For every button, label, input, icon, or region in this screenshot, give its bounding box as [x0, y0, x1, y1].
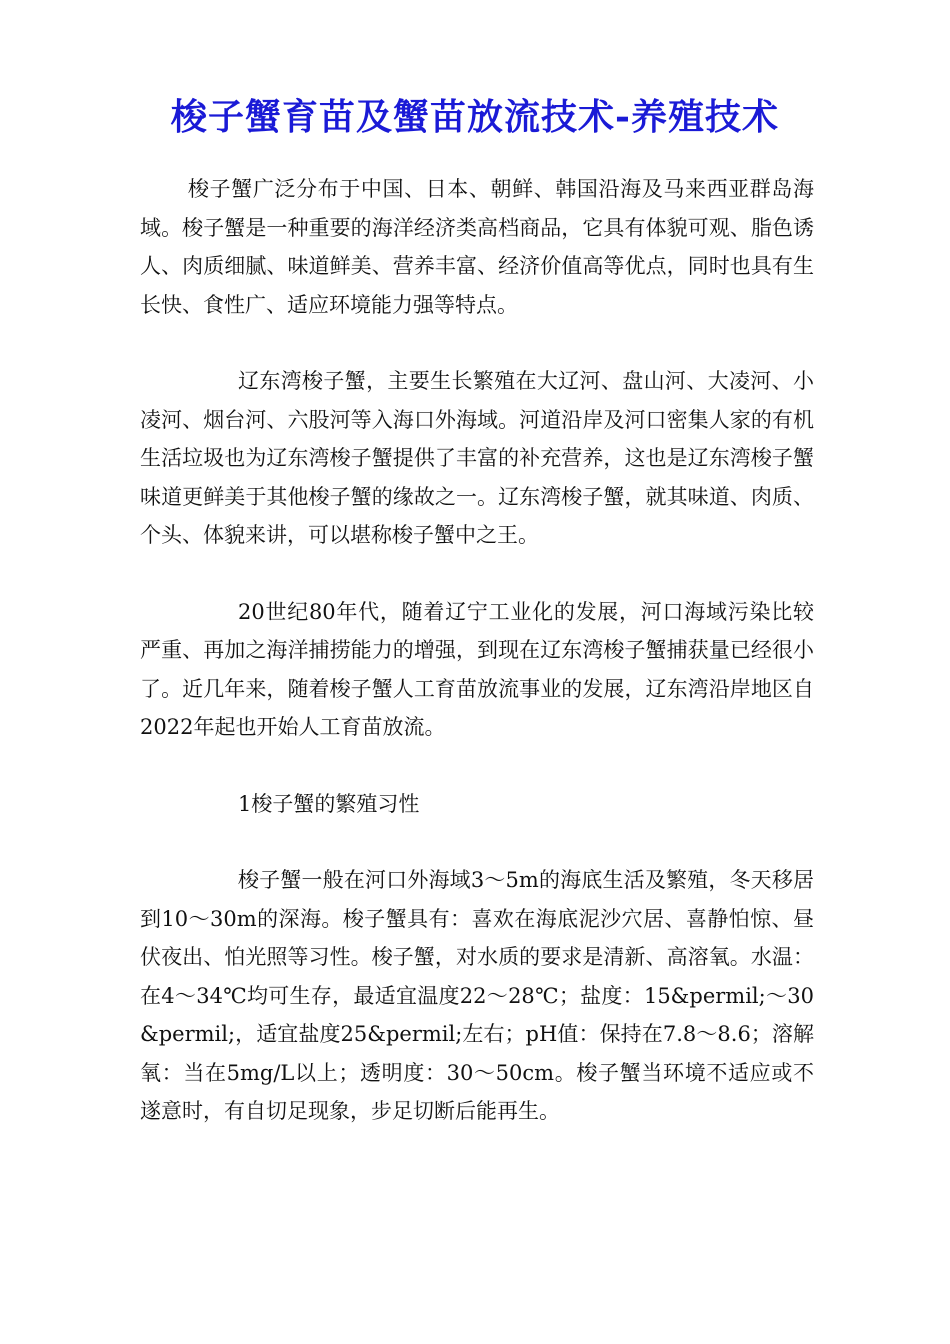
paragraph-history: 20世纪80年代，随着辽宁工业化的发展，河口海域污染比较严重、再加之海洋捕捞能力的增强，到现在辽东湾梭子蟹捕获量已经很小了。近几年来，随着梭子蟹人工育苗放流事业的发展，辽东湾沿岸地区自2022年起也开始人工育苗放流。	[140, 599, 814, 739]
paragraph-intro: 梭子蟹广泛分布于中国、日本、朝鲜、韩国沿海及马来西亚群岛海域。梭子蟹是一种重要的海洋经济类高档商品，它具有体貌可观、脂色诱人、肉质细腻、味道鲜美、营养丰富、经济价值高等优点，同时也具有生长快、食性广、适应环境能力强等特点。	[140, 177, 814, 317]
document-title: 梭子蟹育苗及蟹苗放流技术-养殖技术	[171, 96, 779, 138]
document-body	[140, 170, 814, 1131]
section-heading-breeding-habits: 1梭子蟹的繁殖习性	[238, 791, 420, 816]
paragraph-liaodong-bay: 辽东湾梭子蟹，主要生长繁殖在大辽河、盘山河、大凌河、小凌河、烟台河、六股河等入海口外海域。河道沿岸及河口密集人家的有机生活垃圾也为辽东湾梭子蟹提供了丰富的补充营养，这也是辽东湾梭子蟹味道更鲜美于其他梭子蟹的缘故之一。辽东湾梭子蟹，就其味道、肉质、个头、体貌来讲，可以堪称梭子蟹中之王。	[140, 369, 814, 547]
paragraph-breeding-habits: 梭子蟹一般在河口外海域3～5m的海底生活及繁殖，冬天移居到10～30m的深海。梭子蟹具有：喜欢在海底泥沙穴居、喜静怕惊、昼伏夜出、怕光照等习性。梭子蟹，对水质的要求是清新、高溶氧。水温：在4～34℃均可生存，最适宜温度22～28℃；盐度：15&permil;～30&permil;，适宜盐度25&permil;左右；pH值：保持在7.8～8.6；溶解氧：当在5mg/L以上；透明度：30～50cm。梭子蟹当环境不适应或不遂意时，有自切足现象，步足切断后能再生。	[140, 868, 814, 1123]
